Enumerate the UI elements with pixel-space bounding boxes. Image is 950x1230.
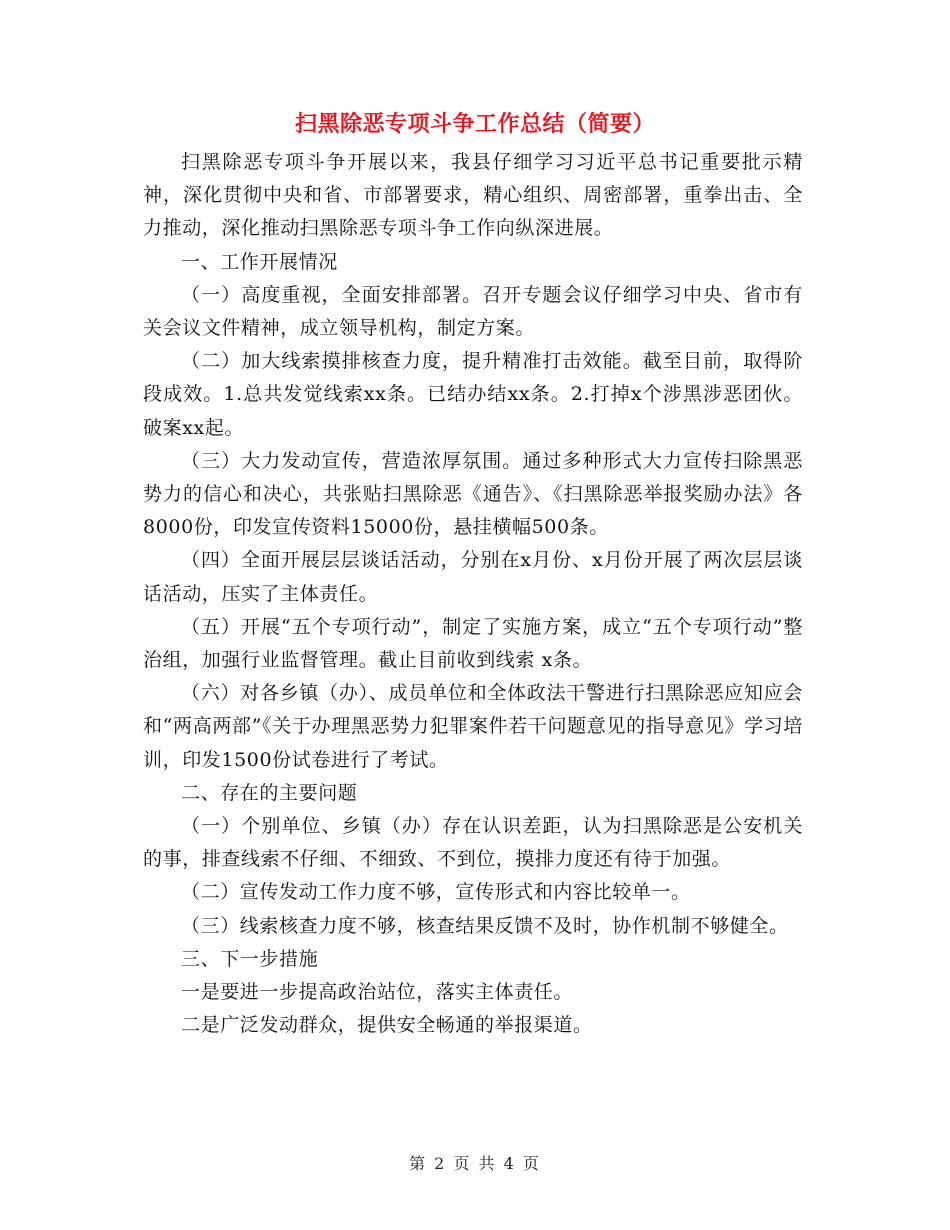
paragraph-1-1: （一）高度重视，全面安排部署。召开专题会议仔细学习中央、省市有关会议文件精神，成立领导机构，制定方案。 <box>143 283 803 340</box>
intro-paragraph: 扫黑除恶专项斗争开展以来，我县仔细学习习近平总书记重要批示精神，深化贯彻中央和省、市部署要求，精心组织、周密部署，重拳出击、全力推动，深化推动扫黑除恶专项斗争工作向纵深进展。 <box>143 151 803 240</box>
paragraph-1-4: （四）全面开展层层谈话活动，分别在x月份、x月份开展了两次层层谈话活动，压实了主体责任。 <box>143 549 803 605</box>
section-heading-1: 一、工作开展情况 <box>181 250 338 273</box>
paragraph-2-3: （三）线索核查力度不够，核查结果反馈不及时，协作机制不够健全。 <box>181 914 789 937</box>
paragraph-2-1: （一）个别单位、乡镇（办）存在认识差距，认为扫黑除恶是公安机关的事，排查线索不仔细、不细致、不到位，摸排力度还有待于加强。 <box>143 815 803 871</box>
paragraph-3-2: 二是广泛发动群众，提供安全畅通的举报渠道。 <box>181 1014 593 1037</box>
document-title: 扫黑除恶专项斗争工作总结（简要） <box>294 112 655 137</box>
paragraph-2-2: （二）宣传发动工作力度不够，宣传形式和内容比较单一。 <box>181 881 691 904</box>
paragraph-1-5: （五）开展“五个专项行动”，制定了实施方案，成立“五个专项行动”整治组，加强行业监督管理。截止目前收到线索 x条。 <box>143 615 803 672</box>
section-heading-2: 二、存在的主要问题 <box>181 781 358 804</box>
paragraph-1-2: （二）加大线索摸排核查力度，提升精准打击效能。截至目前，取得阶段成效。1.总共发觉线索xx条。已结办结xx条。2.打掉x个涉黑涉恶团伙。破案xx起。 <box>143 350 803 439</box>
document-body <box>143 146 803 1042</box>
section-heading-3: 三、下一步措施 <box>181 947 319 970</box>
paragraph-1-6: （六）对各乡镇（办）、成员单位和全体政法干警进行扫黑除恶应知应会和“两高两部”《关于办理黑恶势力犯罪案件若干问题意见的指导意见》学习培训，印发1500份试卷进行了考试。 <box>143 682 803 771</box>
paragraph-3-1: 一是要进一步提高政治站位，落实主体责任。 <box>181 981 574 1004</box>
paragraph-1-3: （三）大力发动宣传，营造浓厚氛围。通过多种形式大力宣传扫除黑恶势力的信心和决心，共张贴扫黑除恶《通告》、《扫黑除恶举报奖励办法》各8000份，印发宣传资料15000份，悬挂横幅500条。 <box>143 449 803 539</box>
page-number-footer: 第 2 页 共 4 页 <box>409 1154 541 1173</box>
